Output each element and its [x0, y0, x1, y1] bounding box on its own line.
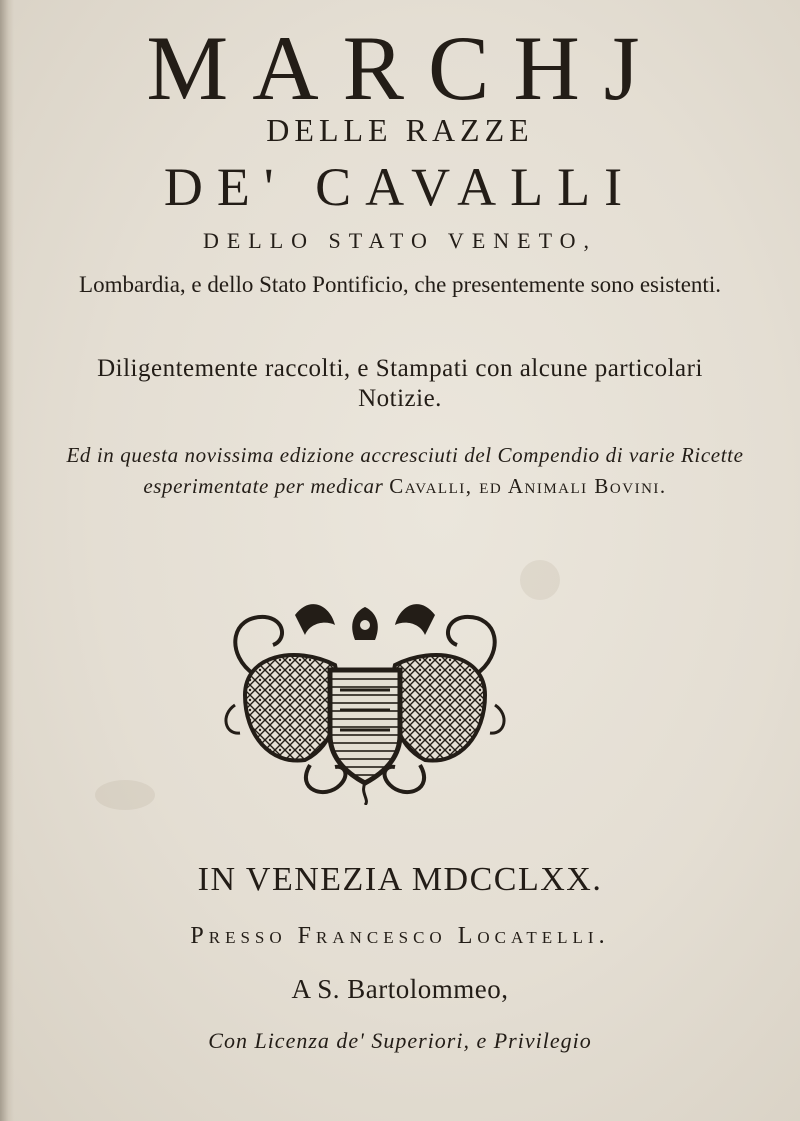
description-regions: Lombardia, e dello Stato Pontificio, che presentemente sono esistenti.: [79, 272, 721, 297]
subtitle-line-3: DELLO STATO VENETO,: [202, 228, 598, 253]
book-title: MARCHJ: [146, 17, 664, 119]
description-collection: Diligentemente raccolti, e Stampati con alcune particolari Notizie.: [97, 355, 703, 412]
edition-smallcaps-text: Cavalli, ed Animali Bovini.: [389, 474, 667, 498]
imprint-address: A S. Bartolommeo,: [291, 974, 509, 1004]
edition-italic-text: Ed in questa novissima edizione accresciuti del Compendio di varie Ricette esperimentate per medicar: [66, 443, 744, 498]
description-edition: [60, 440, 750, 502]
imprint-license: Con Licenza de' Superiori, e Privilegio: [208, 1028, 592, 1053]
printer-ornament-icon: [215, 595, 515, 805]
subtitle-line-1: DELLE RAZZE: [266, 112, 534, 148]
imprint-printer: Presso Francesco Locatelli.: [190, 923, 610, 949]
paper-stain: [95, 780, 155, 810]
subtitle-line-2: DE' CAVALLI: [163, 157, 637, 217]
paper-stain: [520, 560, 560, 600]
imprint-place-date: IN VENEZIA MDCCLXX.: [197, 861, 603, 898]
